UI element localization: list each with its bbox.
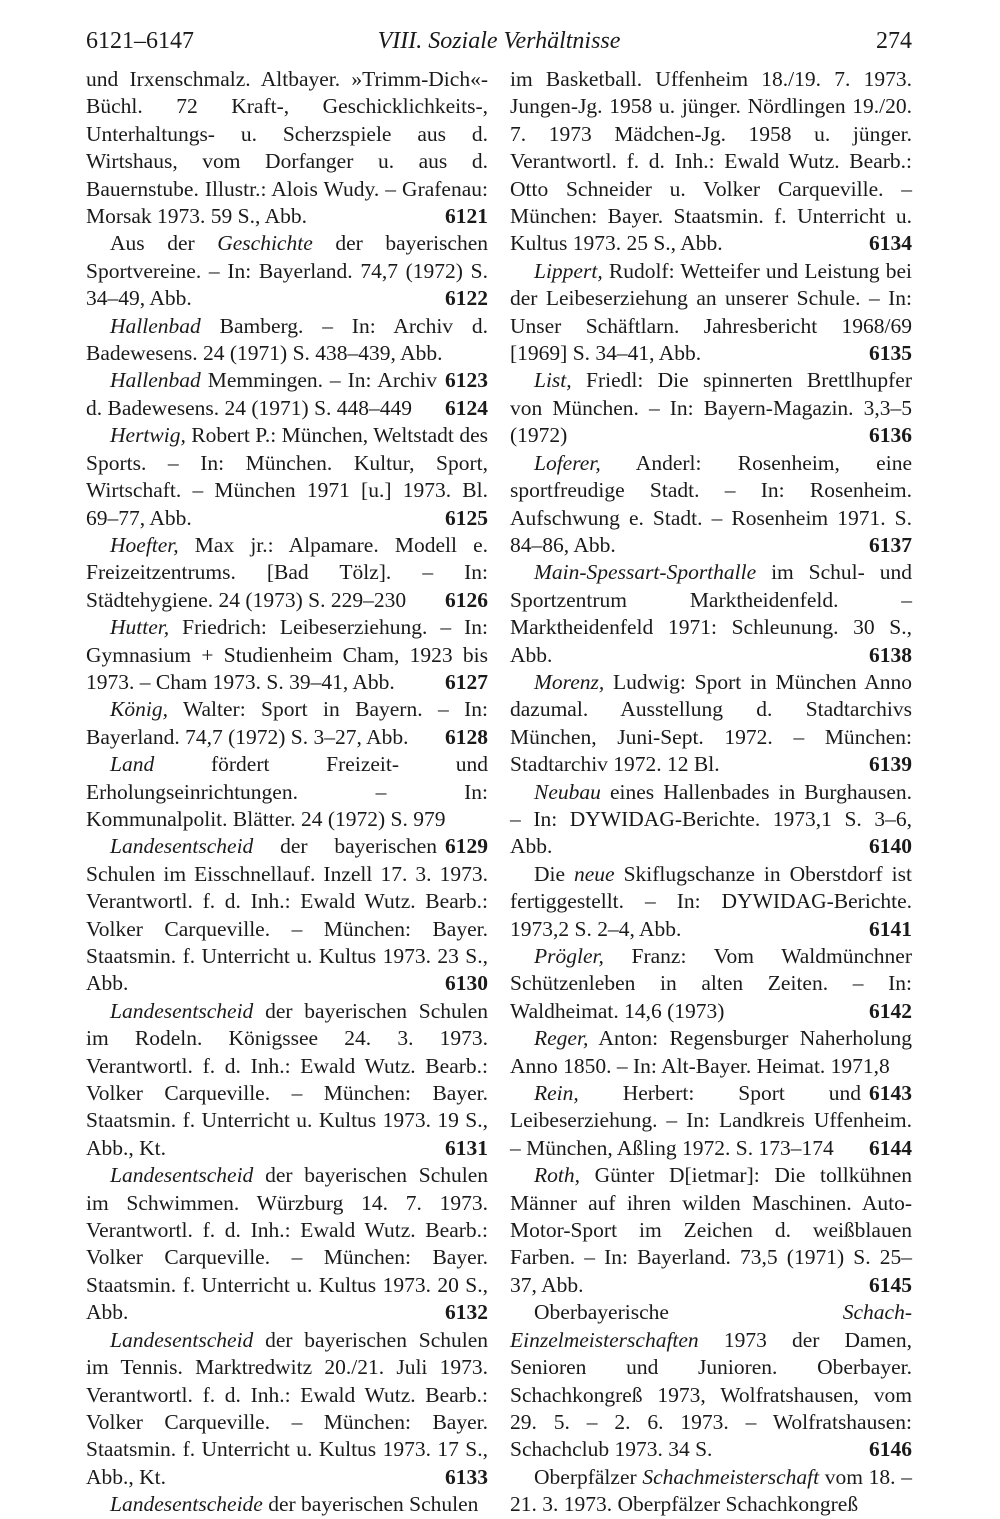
entry-number: 6129 <box>445 834 488 859</box>
entry-keyword: König, <box>110 697 168 722</box>
bibliography-entry <box>510 66 912 258</box>
entry-number: 6137 <box>869 532 912 557</box>
entry-number: 6121 <box>445 204 488 229</box>
entry-number: 6145 <box>869 1272 912 1297</box>
bibliography-entry <box>510 559 912 669</box>
bibliography-entry <box>86 422 488 532</box>
bibliography-entry <box>86 230 488 312</box>
entry-number: 6133 <box>445 1464 488 1489</box>
bibliography-entry <box>86 1162 488 1326</box>
entry-text: Anderl: Rosenheim, eine sportfreudige Stadt. – In: Rosenheim. Aufschwung e. Stadt. – Rosenheim 1971. S. 84–86, Abb. <box>510 450 912 557</box>
entry-number: 6128 <box>445 724 488 749</box>
entry-text: Walter: Sport in Bayern. – In: Bayerland. 74,7 (1972) S. 3–27, Abb. <box>86 697 488 749</box>
bibliography-entry <box>86 998 488 1162</box>
entry-keyword: Landesentscheid <box>110 834 254 859</box>
entry-number: 6146 <box>869 1437 912 1462</box>
bibliography-entry <box>510 779 912 861</box>
entry-keyword: Landesentscheid <box>110 1327 254 1352</box>
entry-text: der bayerischen Schulen im Schwimmen. Würzburg 14. 7. 1973. Verantwortl. f. d. Inh.: Ewald Wutz. Bearb.: Volker Carqueville. – München: Bayer. Staatsmin. f. Unterricht u. Kultus 1973. 20 S., Abb. <box>86 1163 488 1325</box>
entry-keyword: Roth, <box>534 1163 580 1188</box>
entry-number: 6131 <box>445 1135 488 1160</box>
entry-text: fördert Freizeit- und Erholungseinrichtungen. – In: Kommunalpolit. Blätter. 24 (1972) S. 979 <box>86 752 488 831</box>
bibliography-entry <box>510 861 912 943</box>
entry-keyword: Schachmeisterschaft <box>642 1464 820 1489</box>
bibliography-entry <box>86 1327 488 1491</box>
bibliography-entry <box>86 313 488 393</box>
bibliography-entry <box>86 614 488 696</box>
entry-keyword: Hutter, <box>110 615 170 640</box>
entry-text: der bayerischen Schulen im Rodeln. Königssee 24. 3. 1973. Verantwortl. f. d. Inh.: Ewald Wutz. Bearb.: Volker Carqueville. – München: Bayer. Staatsmin. f. Unterricht u. Kultus 1973. 19 S., Abb., Kt. <box>86 998 488 1160</box>
entry-number: 6139 <box>869 752 912 777</box>
entry-number: 6130 <box>445 971 488 996</box>
entry-keyword: neue <box>574 861 615 886</box>
entry-number: 6122 <box>445 286 488 311</box>
entry-keyword: Morenz, <box>534 669 605 694</box>
entry-text: Memmingen. – In: Archiv d. Badewesens. 24 (1971) S. 448–449 <box>86 368 437 420</box>
entry-lead: Aus der <box>110 231 218 256</box>
entry-text: Rudolf: Wetteifer und Leistung bei der Leibeserziehung an unserer Schule. – In: Unser Schäftlarn. Jahresbericht 1968/69 [1969] S. 34–41, Abb. <box>510 258 912 366</box>
entry-text: eines Hallenbades in Burghausen. – In: DYWIDAG-Berichte. 1973,1 S. 3–6, Abb. <box>510 779 912 859</box>
page-number: 274 <box>876 28 912 54</box>
bibliography-entry <box>510 258 912 368</box>
bibliography-entry <box>86 532 488 614</box>
entry-number: 6140 <box>869 834 912 859</box>
entry-text: Bamberg. – In: Archiv d. Badewesens. 24 (1971) S. 438–439, Abb. <box>86 313 488 366</box>
entry-keyword: Hoefter, <box>110 532 179 557</box>
entry-number: 6135 <box>869 341 912 366</box>
entry-number: 6142 <box>869 998 912 1023</box>
entry-text: im Schul- und Sportzentrum Marktheidenfeld. – Marktheidenfeld 1971: Schleunung. 30 S., Abb. <box>510 560 912 667</box>
entry-keyword: Lippert, <box>534 258 603 283</box>
bibliography-entry <box>510 367 912 449</box>
entry-number: 6132 <box>445 1300 488 1325</box>
right-column <box>510 66 912 1519</box>
page-header <box>86 22 912 58</box>
entry-text: Ludwig: Sport in München Anno dazumal. Ausstellung d. Stadtarchivs München, Juni-Sept. 1972. – München: Stadtarchiv 1972. 12 Bl. <box>510 669 912 777</box>
entry-range: 6121–6147 <box>86 28 194 54</box>
entry-text: Franz: Vom Waldmünchner Schützenleben in alten Zeiten. – In: Waldheimat. 14,6 (1973) <box>510 944 912 1023</box>
bibliography-entry <box>510 669 912 779</box>
entry-number: 6143 <box>869 1081 912 1106</box>
entry-text: der bayerischen Schulen im Tennis. Marktredwitz 20./21. Juli 1973. Verantwortl. f. d. Inh.: Ewald Wutz. Bearb.: Volker Carqueville. – München: Bayer. Staatsmin. f. Unterricht u. Kultus 1973. 17 S., Abb., Kt. <box>86 1327 488 1489</box>
entry-keyword: Landesentscheid <box>110 998 254 1023</box>
entry-text: der bayerischen Schulen im Eisschnellauf. Inzell 17. 3. 1973. Verantwortl. f. d. Inh.: Ewald Wutz. Bearb.: Volker Carqueville. – München: Bayer. Staatsmin. f. Unterricht u. Kultus 1973. 23 S., Abb. <box>86 834 488 996</box>
section-title: VIII. Soziale Verhältnisse <box>377 28 621 54</box>
entry-number: 6141 <box>869 916 912 941</box>
entry-text: im Basketball. Uffenheim 18./19. 7. 1973. Jungen-Jg. 1958 u. jünger. Nördlingen 19./20. 7. 1973 Mädchen-Jg. 1958 u. jünger. Verantwortl. f. d. Inh.: Ewald Wutz. Bearb.: Otto Schneider u. Volker Carqueville. – München: Bayer. Staatsmin. f. Unterricht u. Kultus 1973. 25 S., Abb. <box>510 67 912 256</box>
entry-keyword: Landesentscheide <box>110 1492 263 1517</box>
entry-keyword: Schach-Einzelmeisterschaften <box>510 1300 912 1352</box>
entry-keyword: Loferer, <box>534 450 601 475</box>
bibliography-entry <box>510 1080 912 1162</box>
entry-text: Friedl: Die spinnerten Brettlhupfer von München. – In: Bayern-Magazin. 3,3–5 (1972) <box>510 368 912 448</box>
entry-keyword: Reger, <box>534 1026 589 1051</box>
left-column <box>86 66 488 1519</box>
bibliography-entry <box>86 367 488 422</box>
entry-text: 1973 der Damen, Senioren und Junioren. Oberbayer. Schachkongreß 1973, Wolfratshausen, vom 29. 5. – 2. 6. 1973. – Wolfratshausen: Schachclub 1973. 34 S. <box>510 1327 912 1462</box>
entry-text: der bayerischen Sportvereine. – In: Bayerland. 74,7 (1972) S. 34–49, Abb. <box>86 231 488 311</box>
entry-keyword: Land <box>110 752 155 777</box>
entry-text: vom 18. – 21. 3. 1973. Oberpfälzer Schachkongreß <box>510 1464 912 1517</box>
entry-number: 6127 <box>445 669 488 694</box>
entry-keyword: Hallenbad <box>110 368 201 393</box>
bibliography-entry <box>510 943 912 1025</box>
entry-keyword: Rein, <box>534 1081 579 1106</box>
entry-keyword: Hertwig, <box>110 423 186 448</box>
entry-keyword: Prögler, <box>534 944 604 968</box>
bibliography-entry <box>510 1299 912 1463</box>
entry-keyword: List, <box>534 368 572 393</box>
entry-text: Friedrich: Leibeserziehung. – In: Gymnasium + Studienheim Cham, 1923 bis 1973. – Cham 1973. S. 39–41, Abb. <box>86 615 488 694</box>
entry-text: Skiflugschanze in Oberstdorf ist fertiggestellt. – In: DYWIDAG-Berichte. 1973,2 S. 2–4, Abb. <box>510 861 912 941</box>
entry-lead: Oberbayerische <box>534 1300 843 1325</box>
entry-lead: Die <box>534 861 575 886</box>
entry-number: 6126 <box>445 587 488 612</box>
entry-keyword: Landesentscheid <box>110 1163 254 1188</box>
bibliography-entry <box>86 66 488 230</box>
bibliography-entry <box>510 1162 912 1299</box>
entry-text: Günter D[ietmar]: Die tollkühnen Männer auf ihren wilden Maschinen. Auto-Motor-Sport im Zeichen d. weißblauen Farben. – In: Bayerland. 73,5 (1971) S. 25–37, Abb. <box>510 1163 912 1297</box>
entry-lead: Oberpfälzer <box>534 1464 643 1489</box>
entry-number: 6123 <box>445 368 488 393</box>
entry-number: 6136 <box>869 423 912 448</box>
entry-text: und Irxenschmalz. Altbayer. »Trimm-Dich«-Büchl. 72 Kraft-, Geschicklichkeits-, Unterhaltungs- u. Scherzspiele aus d. Wirtshaus, vom Dorfanger u. aus d. Bauernstube. Illustr.: Alois Wudy. – Grafenau: Morsak 1973. 59 S., Abb. <box>86 67 488 229</box>
entry-number: 6138 <box>869 642 912 667</box>
entry-text: Anton: Regensburger Naherholung Anno 1850. – In: Alt-Bayer. Heimat. 1971,8 <box>510 1026 912 1078</box>
entry-text: der bayerischen Schulen <box>262 1492 479 1517</box>
bibliography-entry <box>86 1491 488 1518</box>
bibliography-entry <box>510 450 912 560</box>
entry-text: Max jr.: Alpamare. Modell e. Freizeitzentrums. [Bad Tölz]. – In: Städtehygiene. 24 (1973) S. 229–230 <box>86 532 488 612</box>
entry-keyword: Neubau <box>534 779 601 804</box>
bibliography-entry <box>86 833 488 997</box>
entry-keyword: Main-Spessart-Sporthalle <box>534 560 757 585</box>
entry-text: Robert P.: München, Weltstadt des Sports. – In: München. Kultur, Sport, Wirtschaft. – München 1971 [u.] 1973. Bl. 69–77, Abb. <box>86 423 488 530</box>
bibliography-entry <box>510 1464 912 1519</box>
entry-number: 6134 <box>869 231 912 256</box>
entry-text: Herbert: Sport und Leibeserziehung. – In: Landkreis Uffenheim. – München, Aßling 1972. S. 173–174 <box>510 1081 912 1160</box>
entry-keyword: Hallenbad <box>110 313 201 338</box>
entry-number: 6124 <box>445 395 488 420</box>
bibliography-entry <box>86 696 488 751</box>
entry-number: 6144 <box>869 1135 912 1160</box>
entry-number: 6125 <box>445 505 488 530</box>
entry-keyword: Geschichte <box>217 231 313 256</box>
